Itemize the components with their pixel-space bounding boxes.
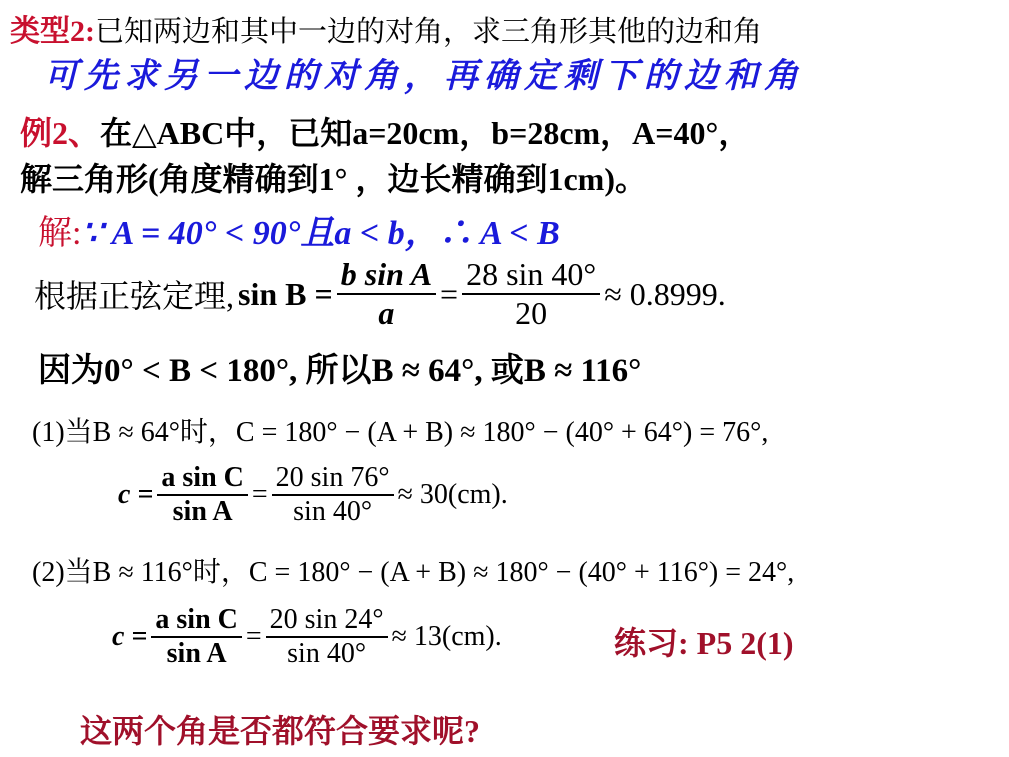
frac-numerator: b sin A xyxy=(337,256,436,295)
fraction-bsinA-over-a xyxy=(337,256,436,332)
c-lhs: c = xyxy=(112,621,148,652)
frac-denominator: 20 xyxy=(515,295,548,331)
sine-law-result: ≈ 0.8999. xyxy=(604,275,726,312)
equals-sign: = xyxy=(440,275,459,312)
frac-numerator: 28 sin 40° xyxy=(462,256,600,295)
example-line-1 xyxy=(20,108,750,154)
frac-denominator: a xyxy=(378,295,395,331)
type-heading xyxy=(10,6,762,50)
question-text: 这两个角是否都符合要求呢? xyxy=(80,713,481,749)
frac-denominator: sin 40° xyxy=(287,638,367,669)
frac-denominator: sin 40° xyxy=(293,496,373,527)
solution-condition: ∵ A = 40° < 90°且a < b，∴ A < B xyxy=(81,215,560,252)
sine-law-lhs: sin B = xyxy=(238,275,333,312)
case1-result: ≈ 30(cm). xyxy=(397,479,508,510)
frac-numerator: 20 sin 24° xyxy=(266,604,388,638)
solution-label: 解: xyxy=(38,215,82,252)
fraction-28sin40-over-20 xyxy=(462,256,600,332)
equals-sign: = xyxy=(245,621,262,652)
fraction-asinC-over-sinA xyxy=(157,462,247,528)
solution-line xyxy=(38,205,560,254)
hint-text: 可先求另一边的对角，再确定剩下的边和角 xyxy=(44,58,804,95)
type-text: 已知两边和其中一边的对角，求三角形其他的边和角 xyxy=(95,14,763,48)
frac-numerator: a sin C xyxy=(157,462,247,496)
sine-law-prefix: 根据正弦定理, xyxy=(34,278,235,314)
frac-numerator: a sin C xyxy=(151,604,241,638)
example-label: 例2、 xyxy=(20,115,101,151)
case2-c-formula xyxy=(112,594,502,680)
type-label: 类型2: xyxy=(10,15,95,48)
case2-line: (2)当B ≈ 116°时，C = 180° − (A + B) ≈ 180° − (40° + 116°) = 24°, xyxy=(32,557,795,588)
fraction-20sin76-over-sin40 xyxy=(272,462,394,528)
frac-denominator: sin A xyxy=(172,496,233,527)
case1-c-formula xyxy=(118,452,508,538)
frac-denominator: sin A xyxy=(166,638,227,669)
example-line-2: 解三角形(角度精确到1° ，边长精确到1cm)。 xyxy=(20,161,647,197)
fraction-20sin24-over-sin40 xyxy=(266,604,388,670)
case2-result: ≈ 13(cm). xyxy=(391,621,502,652)
practice-note: 练习: P5 2(1) xyxy=(614,625,794,661)
sine-law-line xyxy=(34,248,726,340)
fraction-asinC-over-sinA xyxy=(151,604,241,670)
c-lhs: c = xyxy=(118,479,154,510)
frac-numerator: 20 sin 76° xyxy=(272,462,394,496)
because-line: 因为0° < B < 180°, 所以B ≈ 64°, 或B ≈ 116° xyxy=(38,353,642,389)
equals-sign: = xyxy=(251,479,268,510)
case1-line: (1)当B ≈ 64°时，C = 180° − (A + B) ≈ 180° − (40° + 64°) = 76°, xyxy=(32,417,769,448)
example-text-1: 在△ABC中，已知a=20cm，b=28cm，A=40°， xyxy=(100,115,751,151)
